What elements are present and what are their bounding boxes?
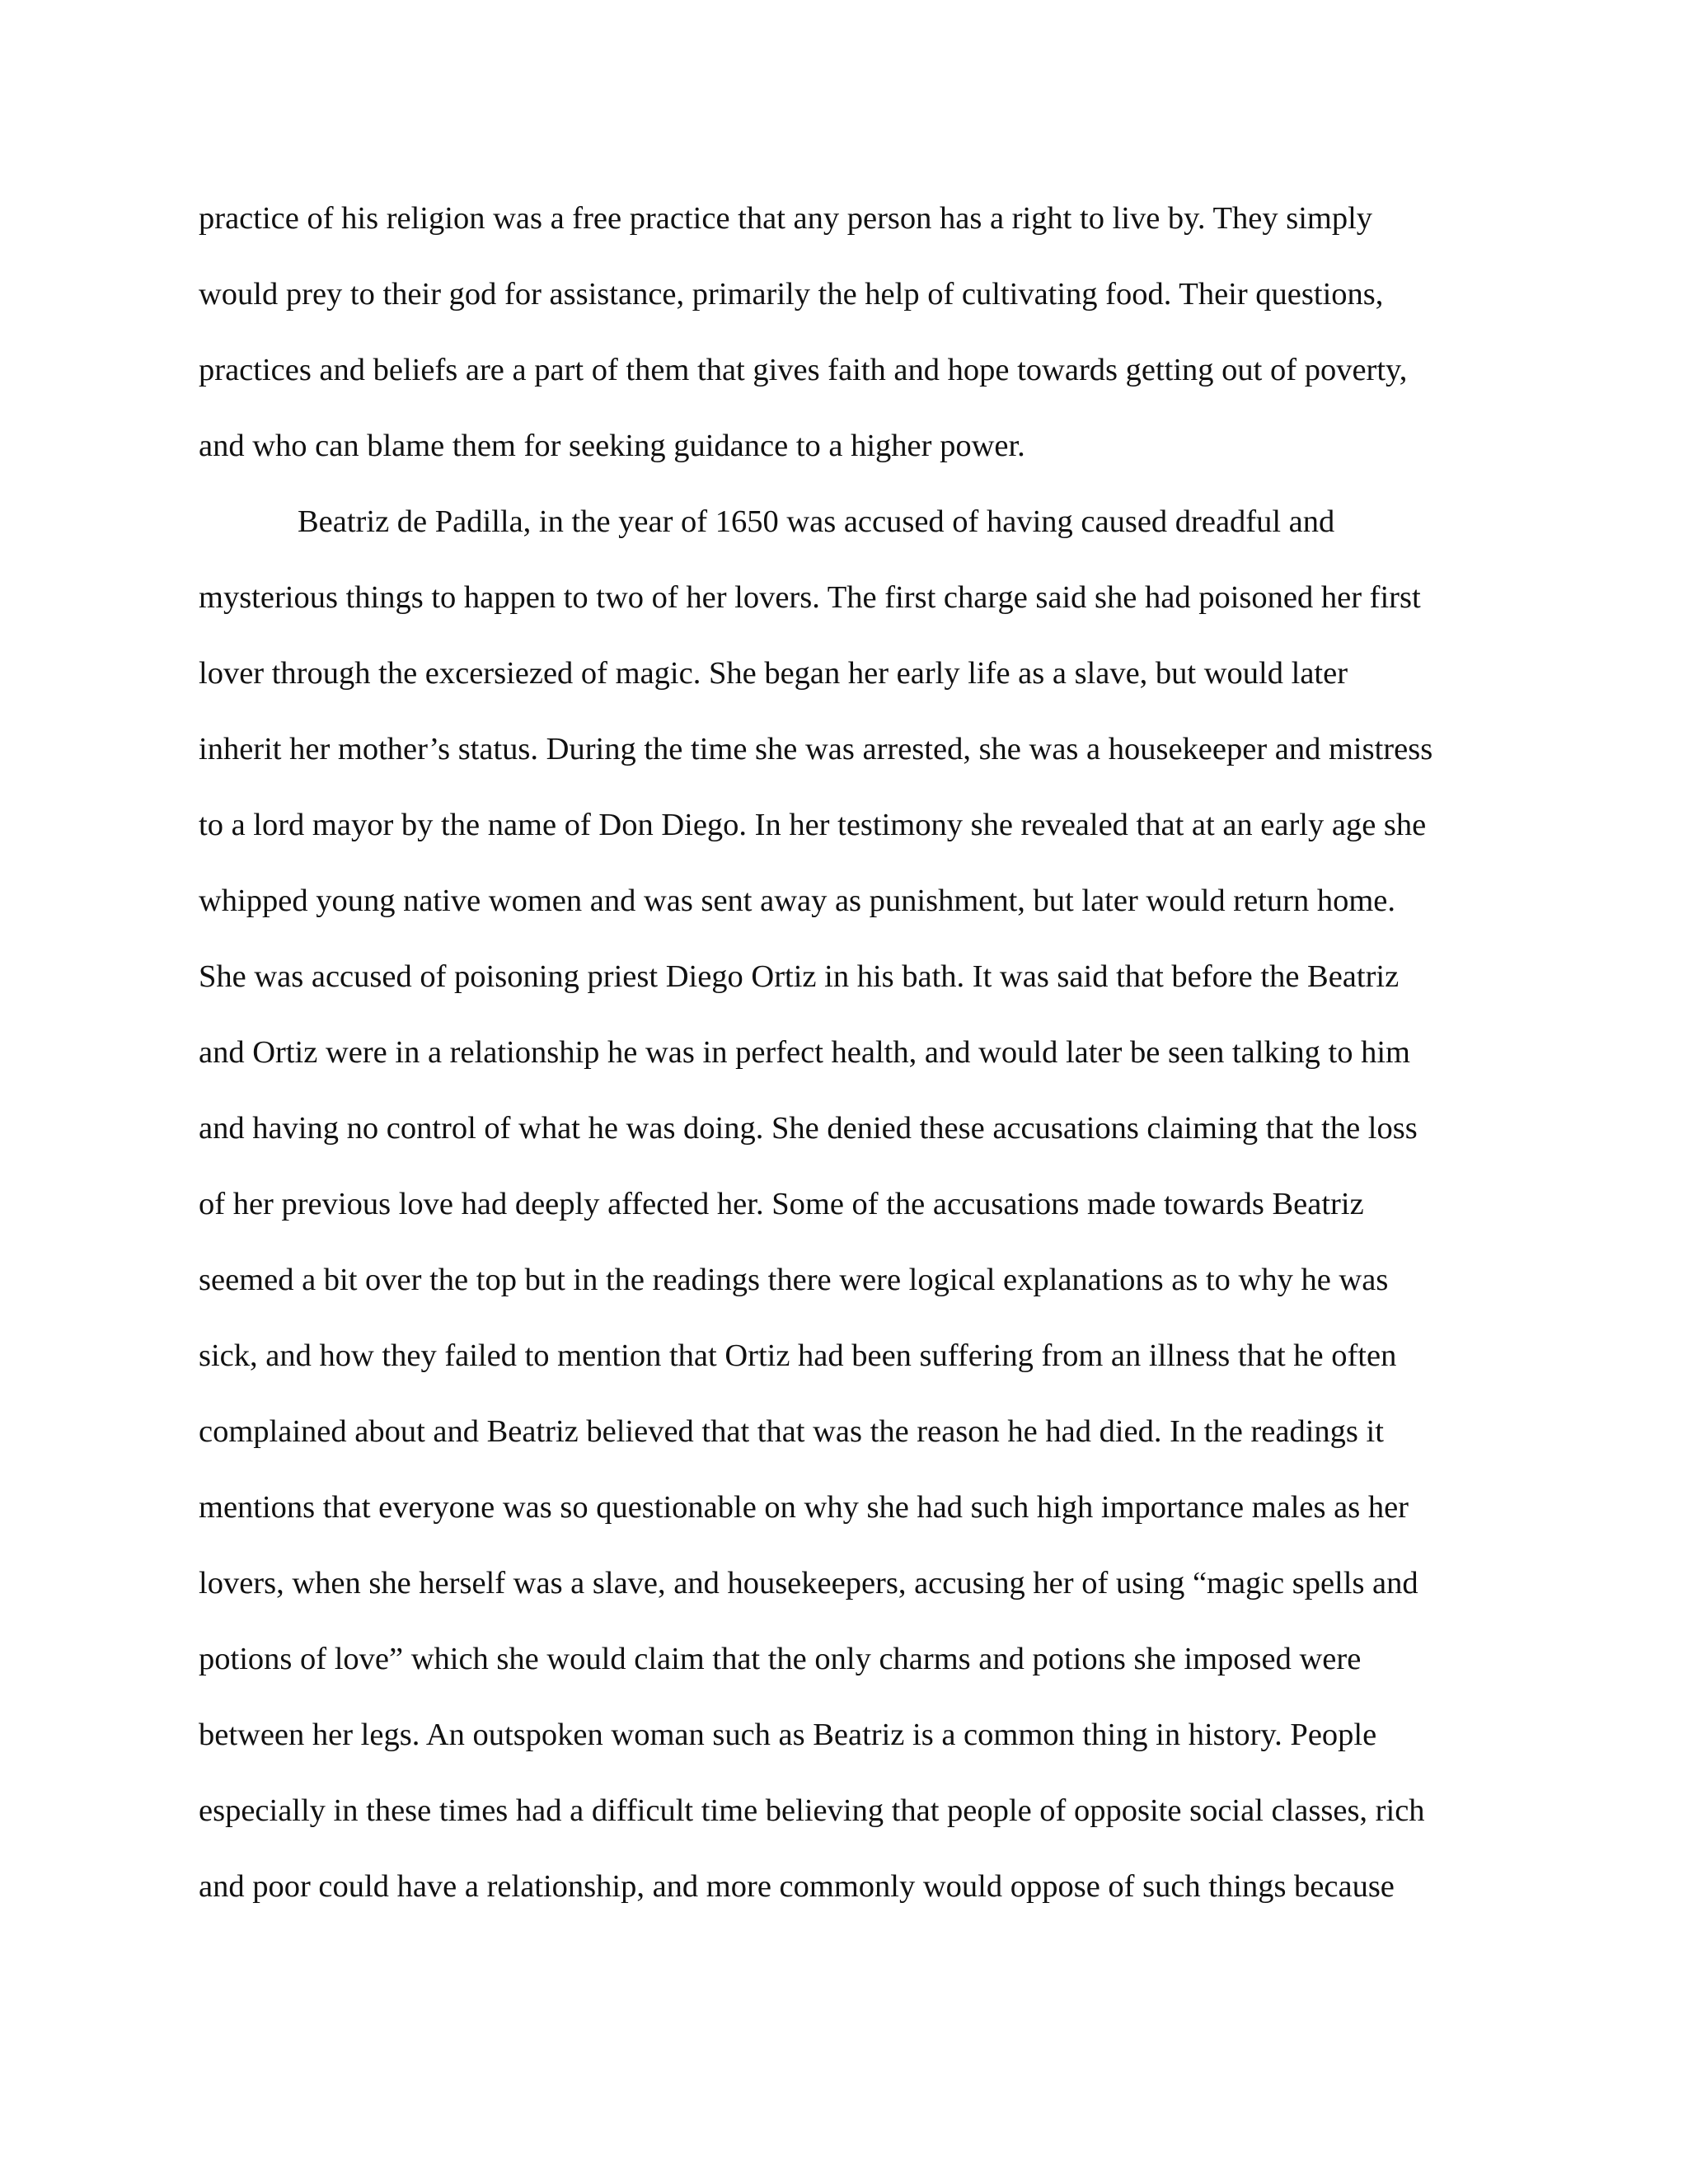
text-line: inherit her mother’s status. During the time she was arrested, she was a housekeeper and mistress	[199, 732, 1433, 766]
text-line: of her previous love had deeply affected her. Some of the accusations made towards Beatriz	[199, 1187, 1364, 1221]
text-line: and poor could have a relationship, and more commonly would oppose of such things because	[199, 1869, 1395, 1904]
paragraph-first-line: Beatriz de Padilla, in the year of 1650 was accused of having caused dreadful and	[298, 504, 1335, 539]
text-line: especially in these times had a difficult time believing that people of opposite social classes, rich	[199, 1793, 1425, 1828]
text-line: practices and beliefs are a part of them that gives faith and hope towards getting out of poverty,	[199, 353, 1408, 387]
text-line: and having no control of what he was doing. She denied these accusations claiming that the loss	[199, 1111, 1418, 1146]
text-line: to a lord mayor by the name of Don Diego. In her testimony she revealed that at an early age she	[199, 808, 1427, 842]
text-line: lovers, when she herself was a slave, and housekeepers, accusing her of using “magic spells and	[199, 1566, 1418, 1601]
text-line: practice of his religion was a free practice that any person has a right to live by. They simply	[199, 201, 1373, 236]
text-line: seemed a bit over the top but in the readings there were logical explanations as to why he was	[199, 1263, 1389, 1297]
text-line: whipped young native women and was sent away as punishment, but later would return home.	[199, 883, 1395, 918]
text-line: mysterious things to happen to two of her lovers. The first charge said she had poisoned her first	[199, 580, 1421, 615]
text-line: between her legs. An outspoken woman such as Beatriz is a common thing in history. People	[199, 1718, 1377, 1752]
text-line: and Ortiz were in a relationship he was in perfect health, and would later be seen talking to him	[199, 1035, 1410, 1070]
text-line: lover through the excersiezed of magic. She began her early life as a slave, but would later	[199, 656, 1348, 691]
text-line: potions of love” which she would claim that the only charms and potions she imposed were	[199, 1642, 1362, 1676]
text-line: complained about and Beatriz believed that that was the reason he had died. In the readings it	[199, 1414, 1384, 1449]
text-line: would prey to their god for assistance, primarily the help of cultivating food. Their questions,	[199, 277, 1384, 312]
text-line: She was accused of poisoning priest Diego Ortiz in his bath. It was said that before the Beatriz	[199, 959, 1400, 994]
body-text	[199, 193, 1501, 1937]
text-line: mentions that everyone was so questionable on why she had such high importance males as her	[199, 1490, 1409, 1525]
text-line: and who can blame them for seeking guidance to a higher power.	[199, 429, 1025, 463]
text-line: sick, and how they failed to mention that Ortiz had been suffering from an illness that he often	[199, 1338, 1397, 1373]
